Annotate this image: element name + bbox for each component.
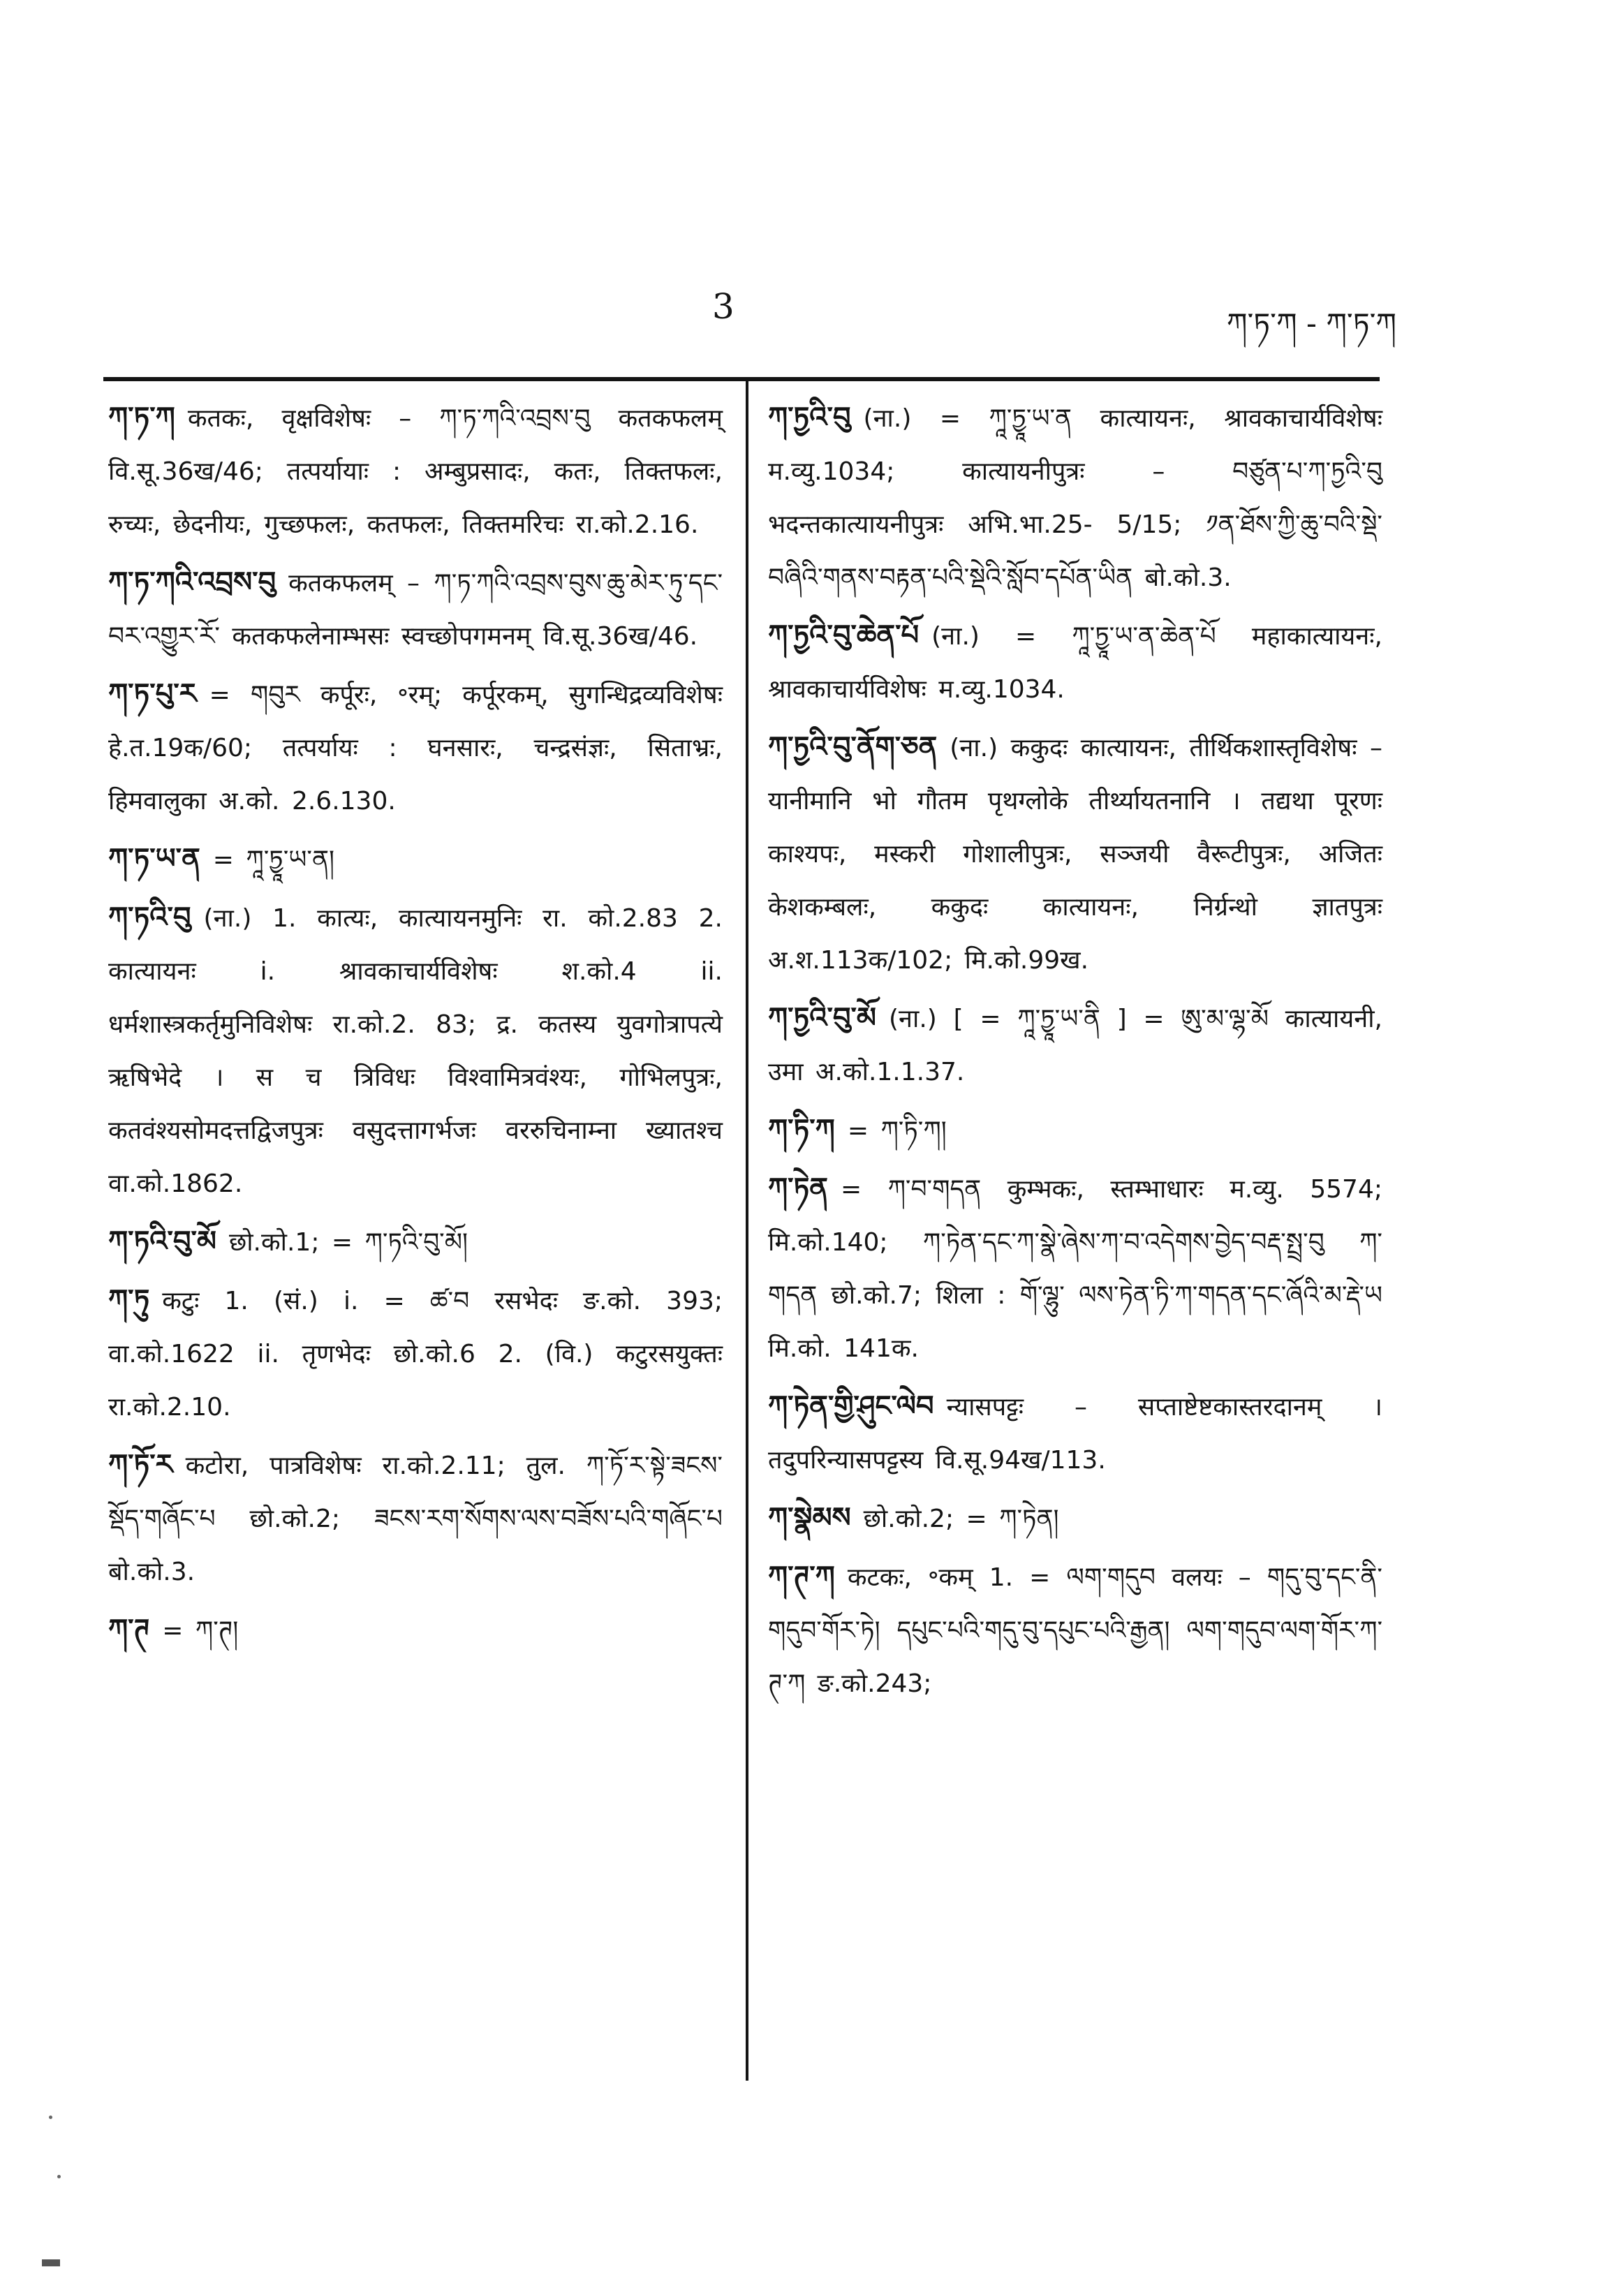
entry-definition: कटोरा, पात्रविशेषः रा.को.2.11; तुल. ཀ་ཏོ་ར་སྟེ་ཟངས་སྡོད་གཞོང་པ छो.को.2; ཟངས་རག་སོགས་ལས་བཟོས་པའི་གཞོང་པ बो.को.3. [108, 1452, 723, 1586]
column-divider [746, 377, 748, 2081]
entry-headword: ཀ་ཏ་ཀ [108, 401, 175, 434]
entry-definition: कटुः 1. (सं.) i. = ཚ་བ रसभेदः ङ.को. 393; वा.को.1622 ii. तृणभेदः छो.को.6 2. (वि.) कटुरसयुक्तः रा.को.2.10. [108, 1287, 723, 1422]
dictionary-entry [108, 1215, 723, 1269]
entry-headword: ཀ་ཏི་ཀ [768, 1114, 835, 1146]
dictionary-entry [108, 1603, 723, 1658]
dictionary-entry [108, 391, 723, 552]
entry-headword: ཀ་ཏ་ཡ་ན [108, 843, 200, 875]
dictionary-entry [768, 1550, 1382, 1711]
entry-definition: छो.को.2; = ཀ་ཏེན། [863, 1505, 1059, 1533]
entry-headword: ཀ་ཏ་པུ་ར [108, 678, 197, 710]
entry-headword: ཀ་ཏོ་ར [108, 1449, 173, 1481]
entry-definition: छो.को.1; = ཀ་ཏའི་བུ་མོ། [229, 1228, 468, 1257]
entry-headword: ཀ་ཊ [108, 1614, 150, 1646]
dictionary-entry [768, 1103, 1382, 1158]
entry-definition: (ना.) 1. कात्यः, कात्यायनमुनिः रा. को.2.83 2. कात्यायनः i. श्रावकाचार्यविशेषः श.को.4 ii. धर्मशास्त्रकर्तृमुनिविशेषः रा.को.2. 83; द्र. कतस्य युवगोत्रापत्ये ऋषिभेदे । स च त्रिविधः विश्वामित्रवंश्यः, गोभिलपुत्रः, कतवंश्यसोमदत्तद्विजपुत्रः वसुदत्तागर्भजः वररुचिनाम्ना ख्यातश्च वा.को.1862. [108, 904, 723, 1198]
dictionary-entry [768, 721, 1382, 987]
entry-definition: (ना.) ककुदः कात्यायनः, तीर्थिकशास्तृविशेषः – यानीमानि भो गौतम पृथग्लोके तीर्थ्यायतनानि । तद्यथा पूरणः काश्यपः, मस्करी गोशालीपुत्रः, सञ्जयी वैरूटीपुत्रः, अजितः केशकम्बलः, ककुदः कात्यायनः, निर्ग्रन्थो ज्ञातपुत्रः अ.श.113क/102; मि.को.99ख. [768, 734, 1382, 975]
dictionary-entry [108, 832, 723, 887]
dictionary-entry [108, 556, 723, 663]
entry-headword: ཀ་ཏེན་གྱི་ཤུང་ལེབ [768, 1390, 934, 1422]
entry-definition: (ना.) = ཀཱ་ཏྱཱ་ཡ་ན कात्यायनः, श्रावकाचार्यविशेषः म.व्यु.1034; कात्यायनीपुत्रः – བཙུན་པ་ཀ་ཏྱའི་བུ भदन्तकात्यायनीपुत्रः अभि.भा.25- 5/15; ༡ན་ཐོས་ཀྱི་ཆུ་བའི་སྡེ་བཞིའི་གནས་བརྟན་པའི་སྡེའི་སློབ་དཔོན་ཡིན बो.को.3. [768, 404, 1382, 592]
entry-headword: ཀ་ཏེན [768, 1172, 828, 1204]
entry-definition: = ཀ་ཊ། [162, 1616, 239, 1645]
dictionary-entry [108, 891, 723, 1211]
entry-definition: = གབུར कर्पूरः, ॰रम्; कर्पूरकम्, सुगन्धिद्रव्यविशेषः हे.त.19क/60; तत्पर्यायः : घनसारः, चन्द्रसंज्ञः, सिताभ्रः, हिमवालुका अ.को. 2.6.130. [108, 681, 723, 815]
entry-headword: ཀ་སྣེམས [768, 1502, 851, 1534]
entry-definition: (ना.) = ཀཱ་ཏྱཱ་ཡ་ན་ཆེན་པོ महाकात्यायनः, श्रावकाचार्यविशेषः म.व्यु.1034. [768, 622, 1382, 704]
dictionary-entry [768, 391, 1382, 605]
header-rule [103, 377, 1380, 381]
dictionary-entry [768, 1162, 1382, 1375]
dictionary-entry [768, 609, 1382, 716]
entry-definition: (ना.) [ = ཀཱ་ཏྱཱ་ཡ་ནི ] = ཨུ་མ་ལྷ་མོ कात्यायनी, उमा अ.को.1.1.37. [768, 1005, 1382, 1086]
dictionary-entry [768, 991, 1382, 1099]
entry-definition: = ཀཱ་ཏྱཱ་ཡ་ན། [212, 846, 334, 874]
scan-mark [42, 2259, 60, 2266]
entry-headword: ཀ་ཏའི་བུ་མོ [108, 1225, 216, 1257]
entry-definition: न्यासपट्टः – सप्ताष्टेष्टकास्तरदानम् । तदुपरिन्यासपट्टस्य वि.सू.94ख/113. [768, 1393, 1382, 1475]
dictionary-entry [108, 1438, 723, 1599]
entry-definition: कटकः, ॰कम् 1. = ལག་གདུབ वलयः – གདུ་བུ་དང་ནི་གདུབ་གོར་ཏེ། དཔུང་པའི་གདུ་བུ་དཔུང་པའི་རྒྱན། ལག་གདུབ་ལག་གོར་ཀ་ཊ་ཀ ङ.को.243; [768, 1563, 1382, 1698]
dictionary-entry [768, 1380, 1382, 1487]
left-column [108, 391, 723, 1662]
entry-headword: ཀ་ཏྱའི་བུ་མོ [768, 1002, 876, 1034]
running-head: ཀ་ཏ་ཀ - ཀ་ཏ་ཀ [1226, 307, 1396, 341]
page-number: 3 [712, 286, 735, 327]
scan-dot [49, 2116, 52, 2119]
dictionary-entry [108, 667, 723, 828]
scan-dot [57, 2175, 61, 2178]
entry-definition: = ཀ་བ་གདན कुम्भकः, स्तम्भाधारः म.व्यु. 5574; मि.को.140; ཀ་ཏེན་དང་ཀ་སྣེ་ཞེས་ཀ་བ་འདེགས་བྱེད་བརྡ་སྤྲ་བུ ཀ་གདན छो.को.7; शिला : གོ་ལྷུ་ ལས་ཏེན་ཏི་ཀ་གདན་དང་ཞོའི་མ་རྡེ་ཡ मि.को. 141क. [768, 1175, 1382, 1363]
right-column [768, 391, 1382, 1715]
entry-headword: ཀ་ཏ་ཀའི་འབྲས་བུ [108, 566, 276, 598]
entry-definition: कतकफलम् – ཀ་ཏ་ཀའི་འབྲས་བུས་ཆུ་མེར་ཏུ་དང་བར་འགྱུར་རོ་ कतकफलेनाम्भसः स्वच्छोपगमनम् वि.सू.36ख/46. [108, 569, 723, 651]
entry-headword: ཀ་ཏའི་བུ [108, 901, 191, 933]
entry-definition: कतकः, वृक्षविशेषः – ཀ་ཏ་ཀའི་འབྲས་བུ कतकफलम् वि.सू.36ख/46; तत्पर्यायाः : अम्बुप्रसादः, कतः, तिक्तफलः, रुच्यः, छेदनीयः, गुच्छफलः, कतफलः, तिक्तमरिचः रा.को.2.16. [108, 404, 723, 539]
entry-definition: = ཀ་ཏི་ཀ། [847, 1116, 947, 1145]
entry-headword: ཀ་ཏྱའི་བུ་ནོག་ཅན [768, 731, 938, 763]
entry-headword: ཀ་ཏུ [108, 1284, 150, 1316]
dictionary-entry [768, 1491, 1382, 1546]
entry-headword: ཀ་ཏྱའི་བུ་ཆེན་པོ [768, 619, 920, 651]
dictionary-entry [108, 1274, 723, 1434]
entry-headword: ཀ་ཏྱའི་བུ [768, 401, 851, 434]
entry-headword: ཀ་ཊ་ཀ [768, 1560, 835, 1593]
